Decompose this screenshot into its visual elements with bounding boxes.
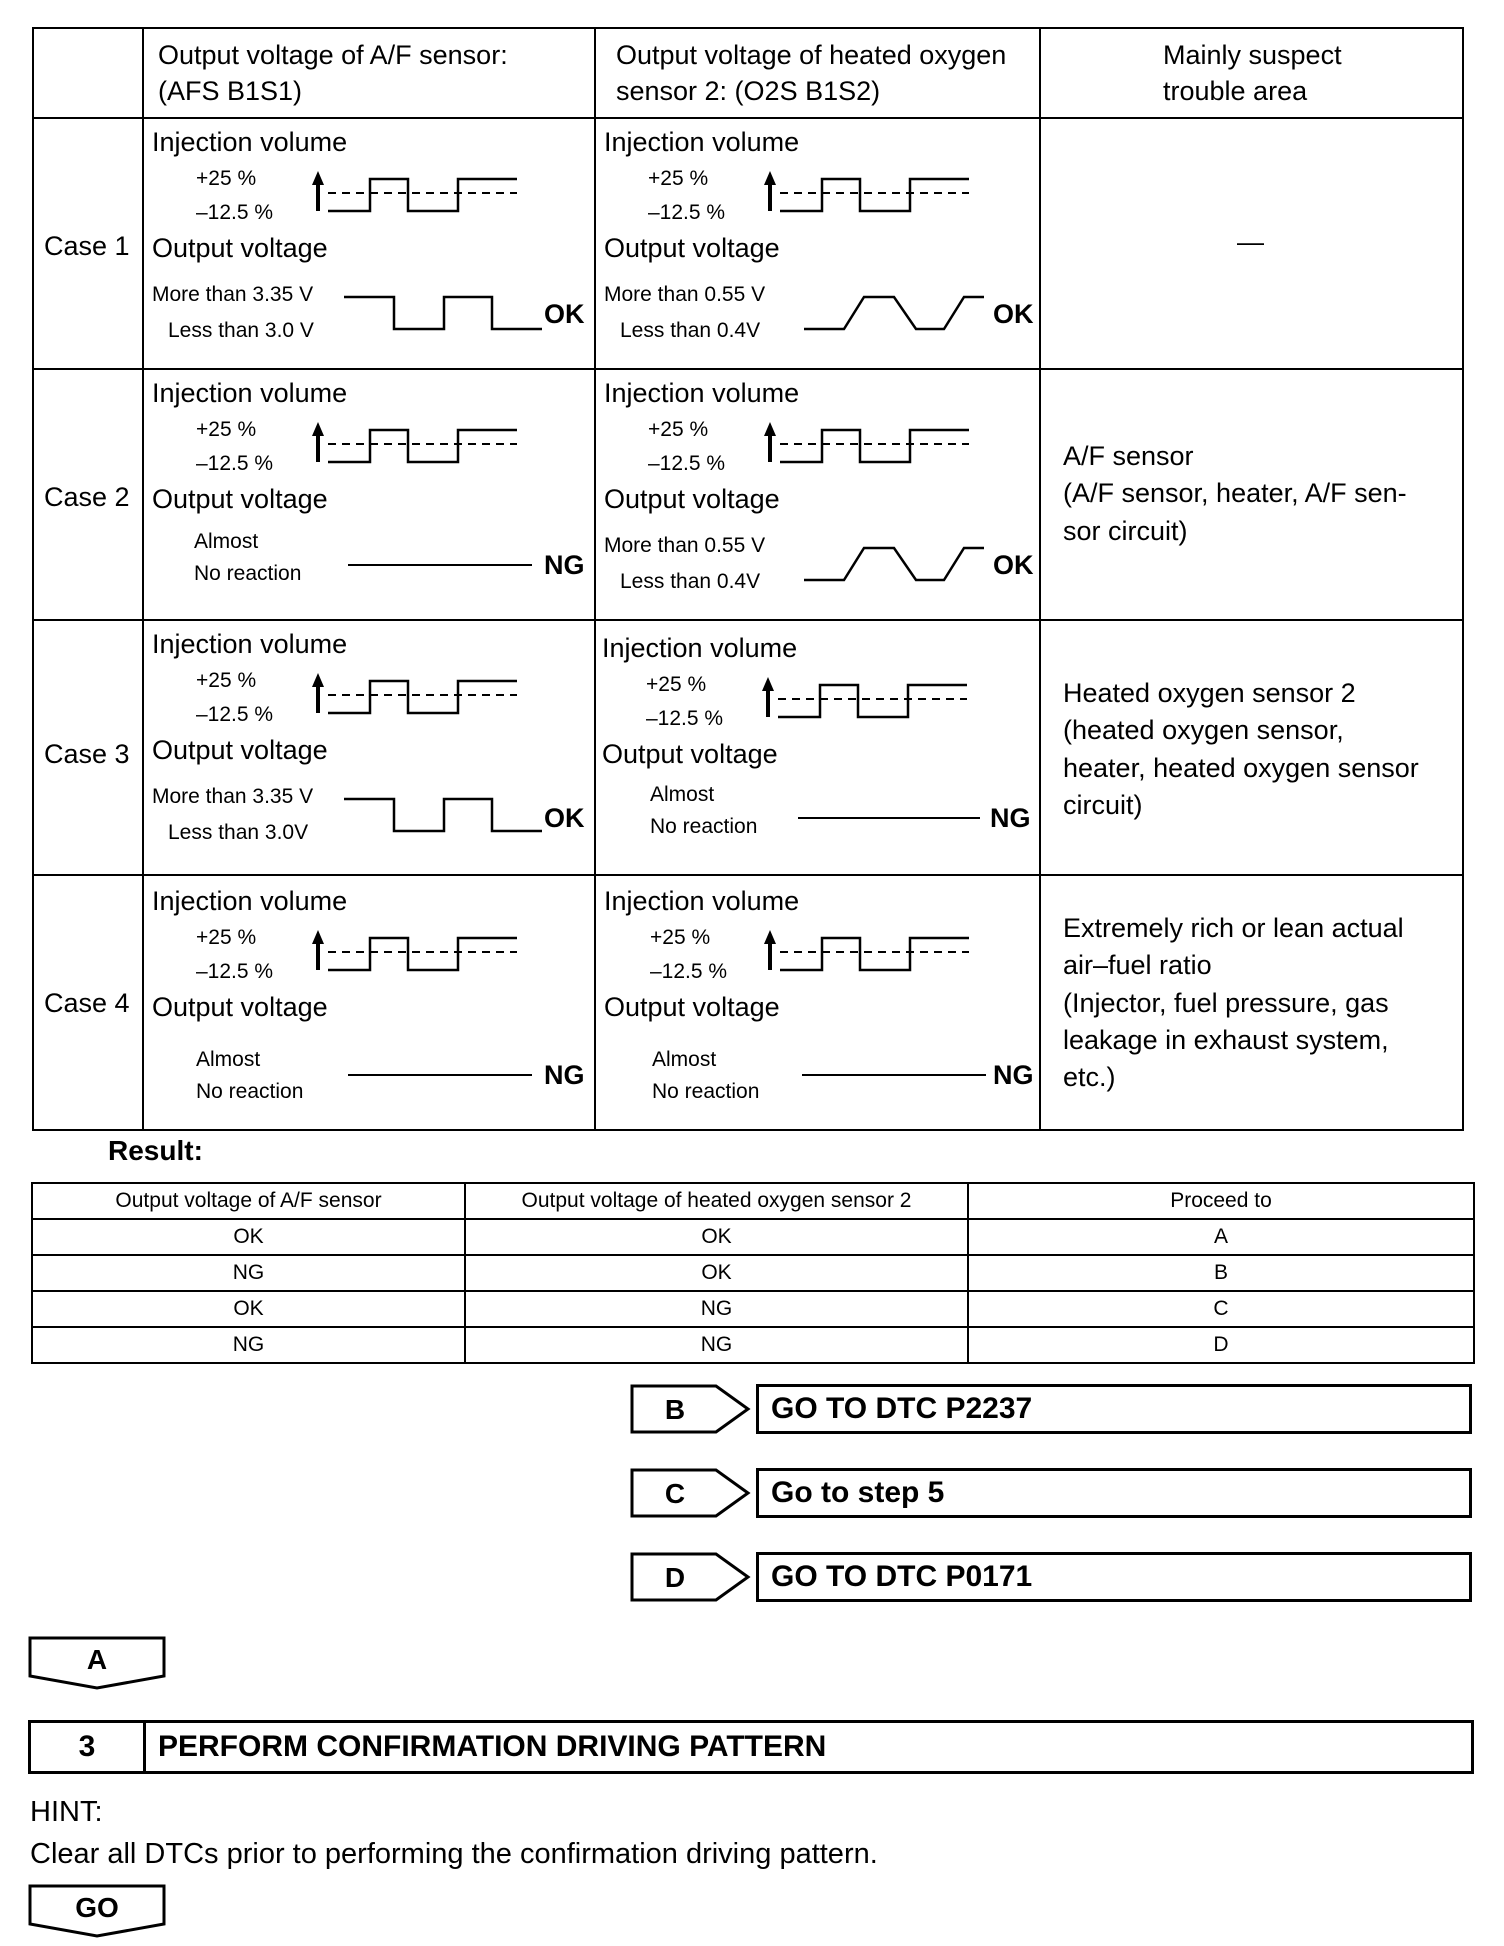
injection-wave-icon xyxy=(312,671,532,721)
injection-volume-label: Injection volume xyxy=(152,886,348,916)
area-line: (A/F sensor, heater, A/F sen- xyxy=(1063,478,1407,509)
no-reaction-label: No reaction xyxy=(194,562,302,585)
ng-result: NG xyxy=(990,803,1031,833)
case-2-row xyxy=(33,369,1463,620)
area-line: air–fuel ratio xyxy=(1063,950,1212,981)
goto-step-5[interactable]: Go to step 5 xyxy=(756,1468,1472,1518)
no-reaction-label: No reaction xyxy=(650,815,758,838)
goto-d-tag[interactable] xyxy=(630,1552,752,1602)
ok-result: OK xyxy=(993,550,1034,580)
goto-dtc-p0171[interactable]: GO TO DTC P0171 xyxy=(756,1552,1472,1602)
minus-12-label: –12.5 % xyxy=(648,452,726,475)
injection-wave-icon xyxy=(312,420,532,470)
flat-line xyxy=(348,564,532,566)
area-line: A/F sensor xyxy=(1063,441,1194,471)
injection-wave-icon xyxy=(764,928,984,978)
more-than-label: More than 0.55 V xyxy=(604,534,766,557)
area-line: etc.) xyxy=(1063,1062,1116,1092)
less-than-label: Less than 0.4V xyxy=(620,570,761,593)
result-cell: NG xyxy=(32,1255,465,1291)
area-line: heater, heated oxygen sensor xyxy=(1063,752,1419,783)
goto-dtc-p2237[interactable]: GO TO DTC P2237 xyxy=(756,1384,1472,1434)
almost-label: Almost xyxy=(196,1048,261,1071)
injection-wave-icon xyxy=(764,420,984,470)
output-voltage-label: Output voltage xyxy=(152,992,328,1022)
result-title: Result: xyxy=(108,1135,203,1166)
case-1-row xyxy=(33,118,1463,369)
flat-line xyxy=(802,1074,986,1076)
o2s-cell xyxy=(595,118,1040,369)
injection-volume-label: Injection volume xyxy=(152,378,348,408)
injection-volume-label: Injection volume xyxy=(602,633,798,663)
result-header-cell: Proceed to xyxy=(968,1183,1474,1219)
diagnosis-table xyxy=(32,27,1464,1131)
header-empty-cell xyxy=(33,28,143,118)
no-reaction-label: No reaction xyxy=(652,1080,760,1103)
plus-25-label: +25 % xyxy=(196,167,257,190)
almost-label: Almost xyxy=(194,530,259,553)
minus-12-label: –12.5 % xyxy=(646,707,724,730)
injection-volume-label: Injection volume xyxy=(604,886,800,916)
result-cell: D xyxy=(968,1327,1474,1363)
case-label-cell xyxy=(33,875,143,1130)
almost-label: Almost xyxy=(652,1048,717,1071)
plus-25-label: +25 % xyxy=(646,673,707,696)
plus-25-label: +25 % xyxy=(196,418,257,441)
injection-volume-label: Injection volume xyxy=(604,378,800,408)
injection-volume-label: Injection volume xyxy=(604,127,800,157)
result-cell: A xyxy=(968,1219,1474,1255)
area-cell xyxy=(1040,118,1463,369)
area-line: sor circuit) xyxy=(1063,515,1188,546)
o2s-cell xyxy=(595,369,1040,620)
flat-line xyxy=(348,1074,532,1076)
output-voltage-label: Output voltage xyxy=(152,233,328,263)
case-4-row xyxy=(33,875,1463,1130)
result-row xyxy=(32,1219,1474,1255)
goto-c-tag[interactable] xyxy=(630,1468,752,1518)
header-o2s-line2: sensor 2: (O2S B1S2) xyxy=(616,76,881,107)
plus-25-label: +25 % xyxy=(648,418,709,441)
area-line: (Injector, fuel pressure, gas xyxy=(1063,987,1389,1018)
o2s-cell xyxy=(595,875,1040,1130)
area-cell xyxy=(1040,875,1463,1130)
afs-cell xyxy=(143,620,595,875)
more-than-label: More than 3.35 V xyxy=(152,283,314,306)
go-tag[interactable] xyxy=(28,1884,168,1940)
result-table xyxy=(31,1182,1475,1364)
area-line: circuit) xyxy=(1063,789,1143,820)
case-3-row xyxy=(33,620,1463,875)
proceed-a-tag[interactable] xyxy=(28,1636,168,1692)
injection-wave-icon xyxy=(764,169,984,219)
injection-volume-label: Injection volume xyxy=(152,127,348,157)
result-cell: NG xyxy=(32,1327,465,1363)
case-label-cell xyxy=(33,620,143,875)
less-than-label: Less than 0.4V xyxy=(620,319,761,342)
afs-ok-wave-icon xyxy=(344,791,544,841)
area-cell xyxy=(1040,369,1463,620)
result-cell: NG xyxy=(465,1291,968,1327)
result-row xyxy=(32,1327,1474,1363)
injection-wave-icon xyxy=(312,169,532,219)
ng-result: NG xyxy=(544,1060,585,1090)
result-cell: OK xyxy=(32,1291,465,1327)
result-cell: OK xyxy=(32,1219,465,1255)
minus-12-label: –12.5 % xyxy=(650,960,728,983)
case-label-cell xyxy=(33,369,143,620)
output-voltage-label: Output voltage xyxy=(604,484,780,514)
header-area-line1: Mainly suspect xyxy=(1163,40,1342,70)
less-than-label: Less than 3.0 V xyxy=(168,319,314,342)
o2s-cell xyxy=(595,620,1040,875)
result-row xyxy=(32,1255,1474,1291)
more-than-label: More than 3.35 V xyxy=(152,785,314,808)
afs-cell xyxy=(143,369,595,620)
output-voltage-label: Output voltage xyxy=(604,992,780,1022)
ok-result: OK xyxy=(993,299,1034,329)
less-than-label: Less than 3.0V xyxy=(168,821,309,844)
plus-25-label: +25 % xyxy=(196,926,257,949)
more-than-label: More than 0.55 V xyxy=(604,283,766,306)
output-voltage-label: Output voltage xyxy=(152,484,328,514)
header-trouble-area xyxy=(1040,28,1463,118)
injection-volume-label: Injection volume xyxy=(152,629,348,659)
output-voltage-label: Output voltage xyxy=(602,739,778,769)
flat-line xyxy=(798,817,980,819)
goto-tag-label: B xyxy=(664,1394,686,1425)
hint-label: HINT: xyxy=(30,1796,103,1828)
case-label: Case 1 xyxy=(44,231,130,261)
minus-12-label: –12.5 % xyxy=(196,703,274,726)
minus-12-label: –12.5 % xyxy=(196,960,274,983)
case-label: Case 3 xyxy=(44,739,130,769)
minus-12-label: –12.5 % xyxy=(196,452,274,475)
case-label: Case 2 xyxy=(44,482,130,512)
header-o2s xyxy=(595,28,1040,118)
output-voltage-label: Output voltage xyxy=(152,735,328,765)
plus-25-label: +25 % xyxy=(196,669,257,692)
area-text: — xyxy=(1237,227,1264,257)
header-o2s-line1: Output voltage of heated oxygen xyxy=(616,40,1007,70)
area-cell xyxy=(1040,620,1463,875)
ok-result: OK xyxy=(544,803,585,833)
header-afs-line1: Output voltage of A/F sensor: xyxy=(158,40,508,70)
result-header-row xyxy=(32,1183,1474,1219)
result-cell: C xyxy=(968,1291,1474,1327)
minus-12-label: –12.5 % xyxy=(196,201,274,224)
area-line: Heated oxygen sensor 2 xyxy=(1063,678,1356,708)
result-cell: NG xyxy=(465,1327,968,1363)
hint-text: Clear all DTCs prior to performing the confirmation driving pattern. xyxy=(30,1838,878,1870)
o2s-ok-wave-icon xyxy=(804,540,994,590)
no-reaction-label: No reaction xyxy=(196,1080,304,1103)
plus-25-label: +25 % xyxy=(650,926,711,949)
tag-label: GO xyxy=(75,1892,119,1923)
header-afs-line2: (AFS B1S1) xyxy=(158,76,303,107)
o2s-ok-wave-icon xyxy=(804,289,994,339)
result-cell: OK xyxy=(465,1219,968,1255)
header-afs xyxy=(143,28,595,118)
result-row xyxy=(32,1291,1474,1327)
injection-wave-icon xyxy=(762,675,982,725)
area-line: Extremely rich or lean actual xyxy=(1063,913,1404,943)
injection-wave-icon xyxy=(312,928,532,978)
case-label-cell xyxy=(33,118,143,369)
afs-ok-wave-icon xyxy=(344,289,544,339)
afs-cell xyxy=(143,118,595,369)
step-header xyxy=(28,1720,1474,1774)
goto-tag-label: D xyxy=(664,1562,686,1593)
ng-result: NG xyxy=(544,550,585,580)
result-cell: OK xyxy=(465,1255,968,1291)
step-title: PERFORM CONFIRMATION DRIVING PATTERN xyxy=(158,1730,827,1763)
output-voltage-label: Output voltage xyxy=(604,233,780,263)
afs-cell xyxy=(143,875,595,1130)
area-line: (heated oxygen sensor, xyxy=(1063,715,1344,746)
result-header-cell: Output voltage of heated oxygen sensor 2 xyxy=(465,1183,968,1219)
result-cell: B xyxy=(968,1255,1474,1291)
area-line: leakage in exhaust system, xyxy=(1063,1024,1389,1055)
header-area-line2: trouble area xyxy=(1163,76,1308,107)
ok-result: OK xyxy=(544,299,585,329)
goto-tag-label: C xyxy=(664,1478,686,1509)
almost-label: Almost xyxy=(650,783,715,806)
goto-b-tag[interactable] xyxy=(630,1384,752,1434)
result-header-cell: Output voltage of A/F sensor xyxy=(32,1183,465,1219)
step-number: 3 xyxy=(31,1723,146,1771)
case-label: Case 4 xyxy=(44,988,130,1018)
tag-label: A xyxy=(86,1644,108,1675)
ng-result: NG xyxy=(993,1060,1034,1090)
plus-25-label: +25 % xyxy=(648,167,709,190)
minus-12-label: –12.5 % xyxy=(648,201,726,224)
